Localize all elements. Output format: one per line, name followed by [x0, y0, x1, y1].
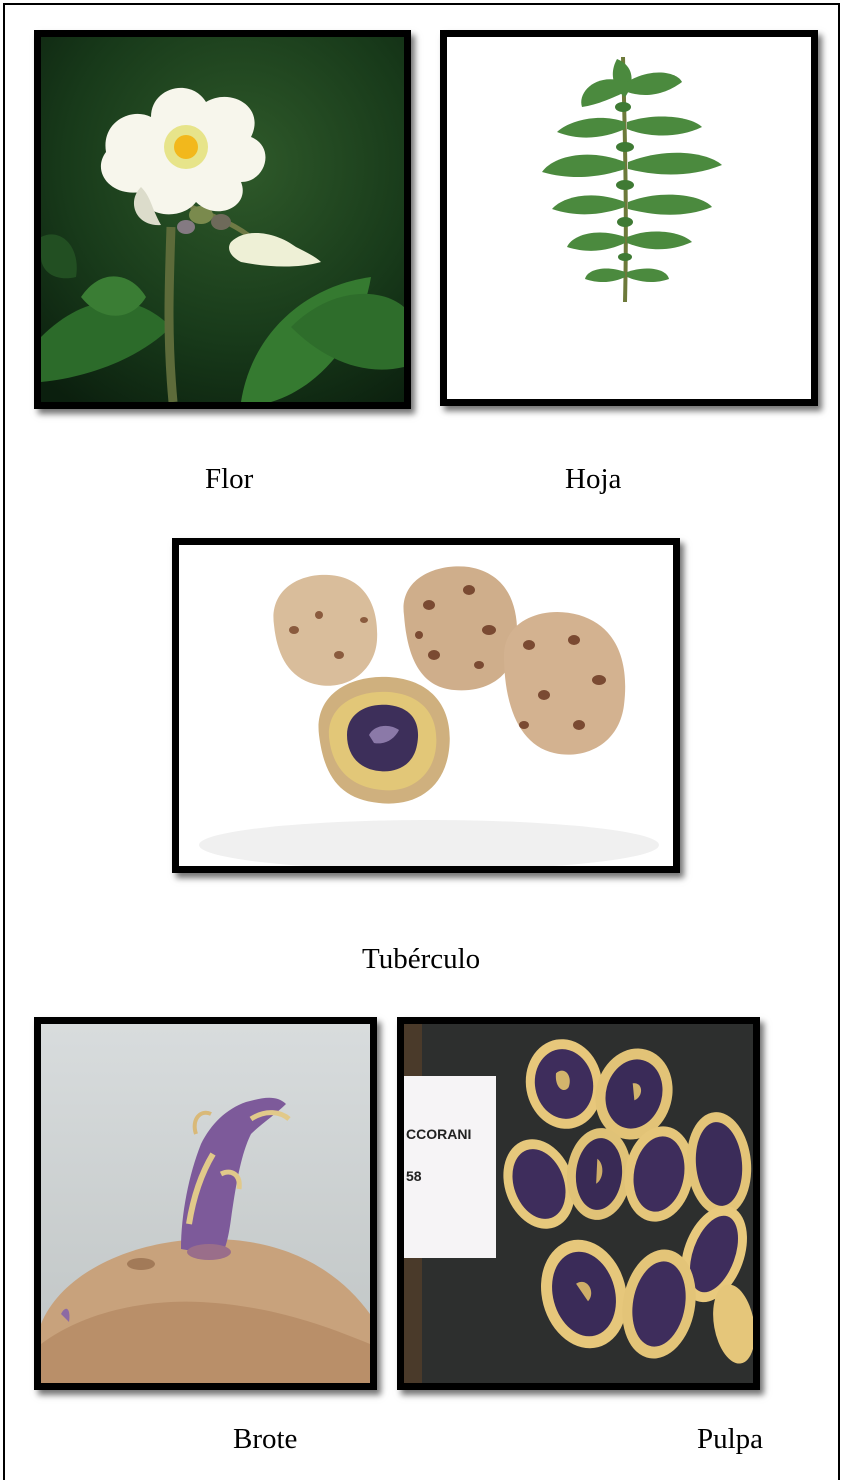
pulp-label-line-2: 58 [406, 1168, 422, 1184]
sprout-caption: Brote [233, 1423, 298, 1455]
flower-photo [34, 30, 411, 409]
tuber-photo [172, 538, 680, 873]
pulp-label-line-1: CCORANI [406, 1126, 472, 1142]
tuber-caption: Tubérculo [362, 943, 481, 975]
flower-caption: Flor [205, 463, 254, 495]
pulp-photo [397, 1017, 760, 1390]
leaf-caption: Hoja [565, 463, 622, 495]
sprout-photo [34, 1017, 377, 1390]
pulp-caption: Pulpa [697, 1423, 764, 1455]
leaf-photo [440, 30, 818, 406]
